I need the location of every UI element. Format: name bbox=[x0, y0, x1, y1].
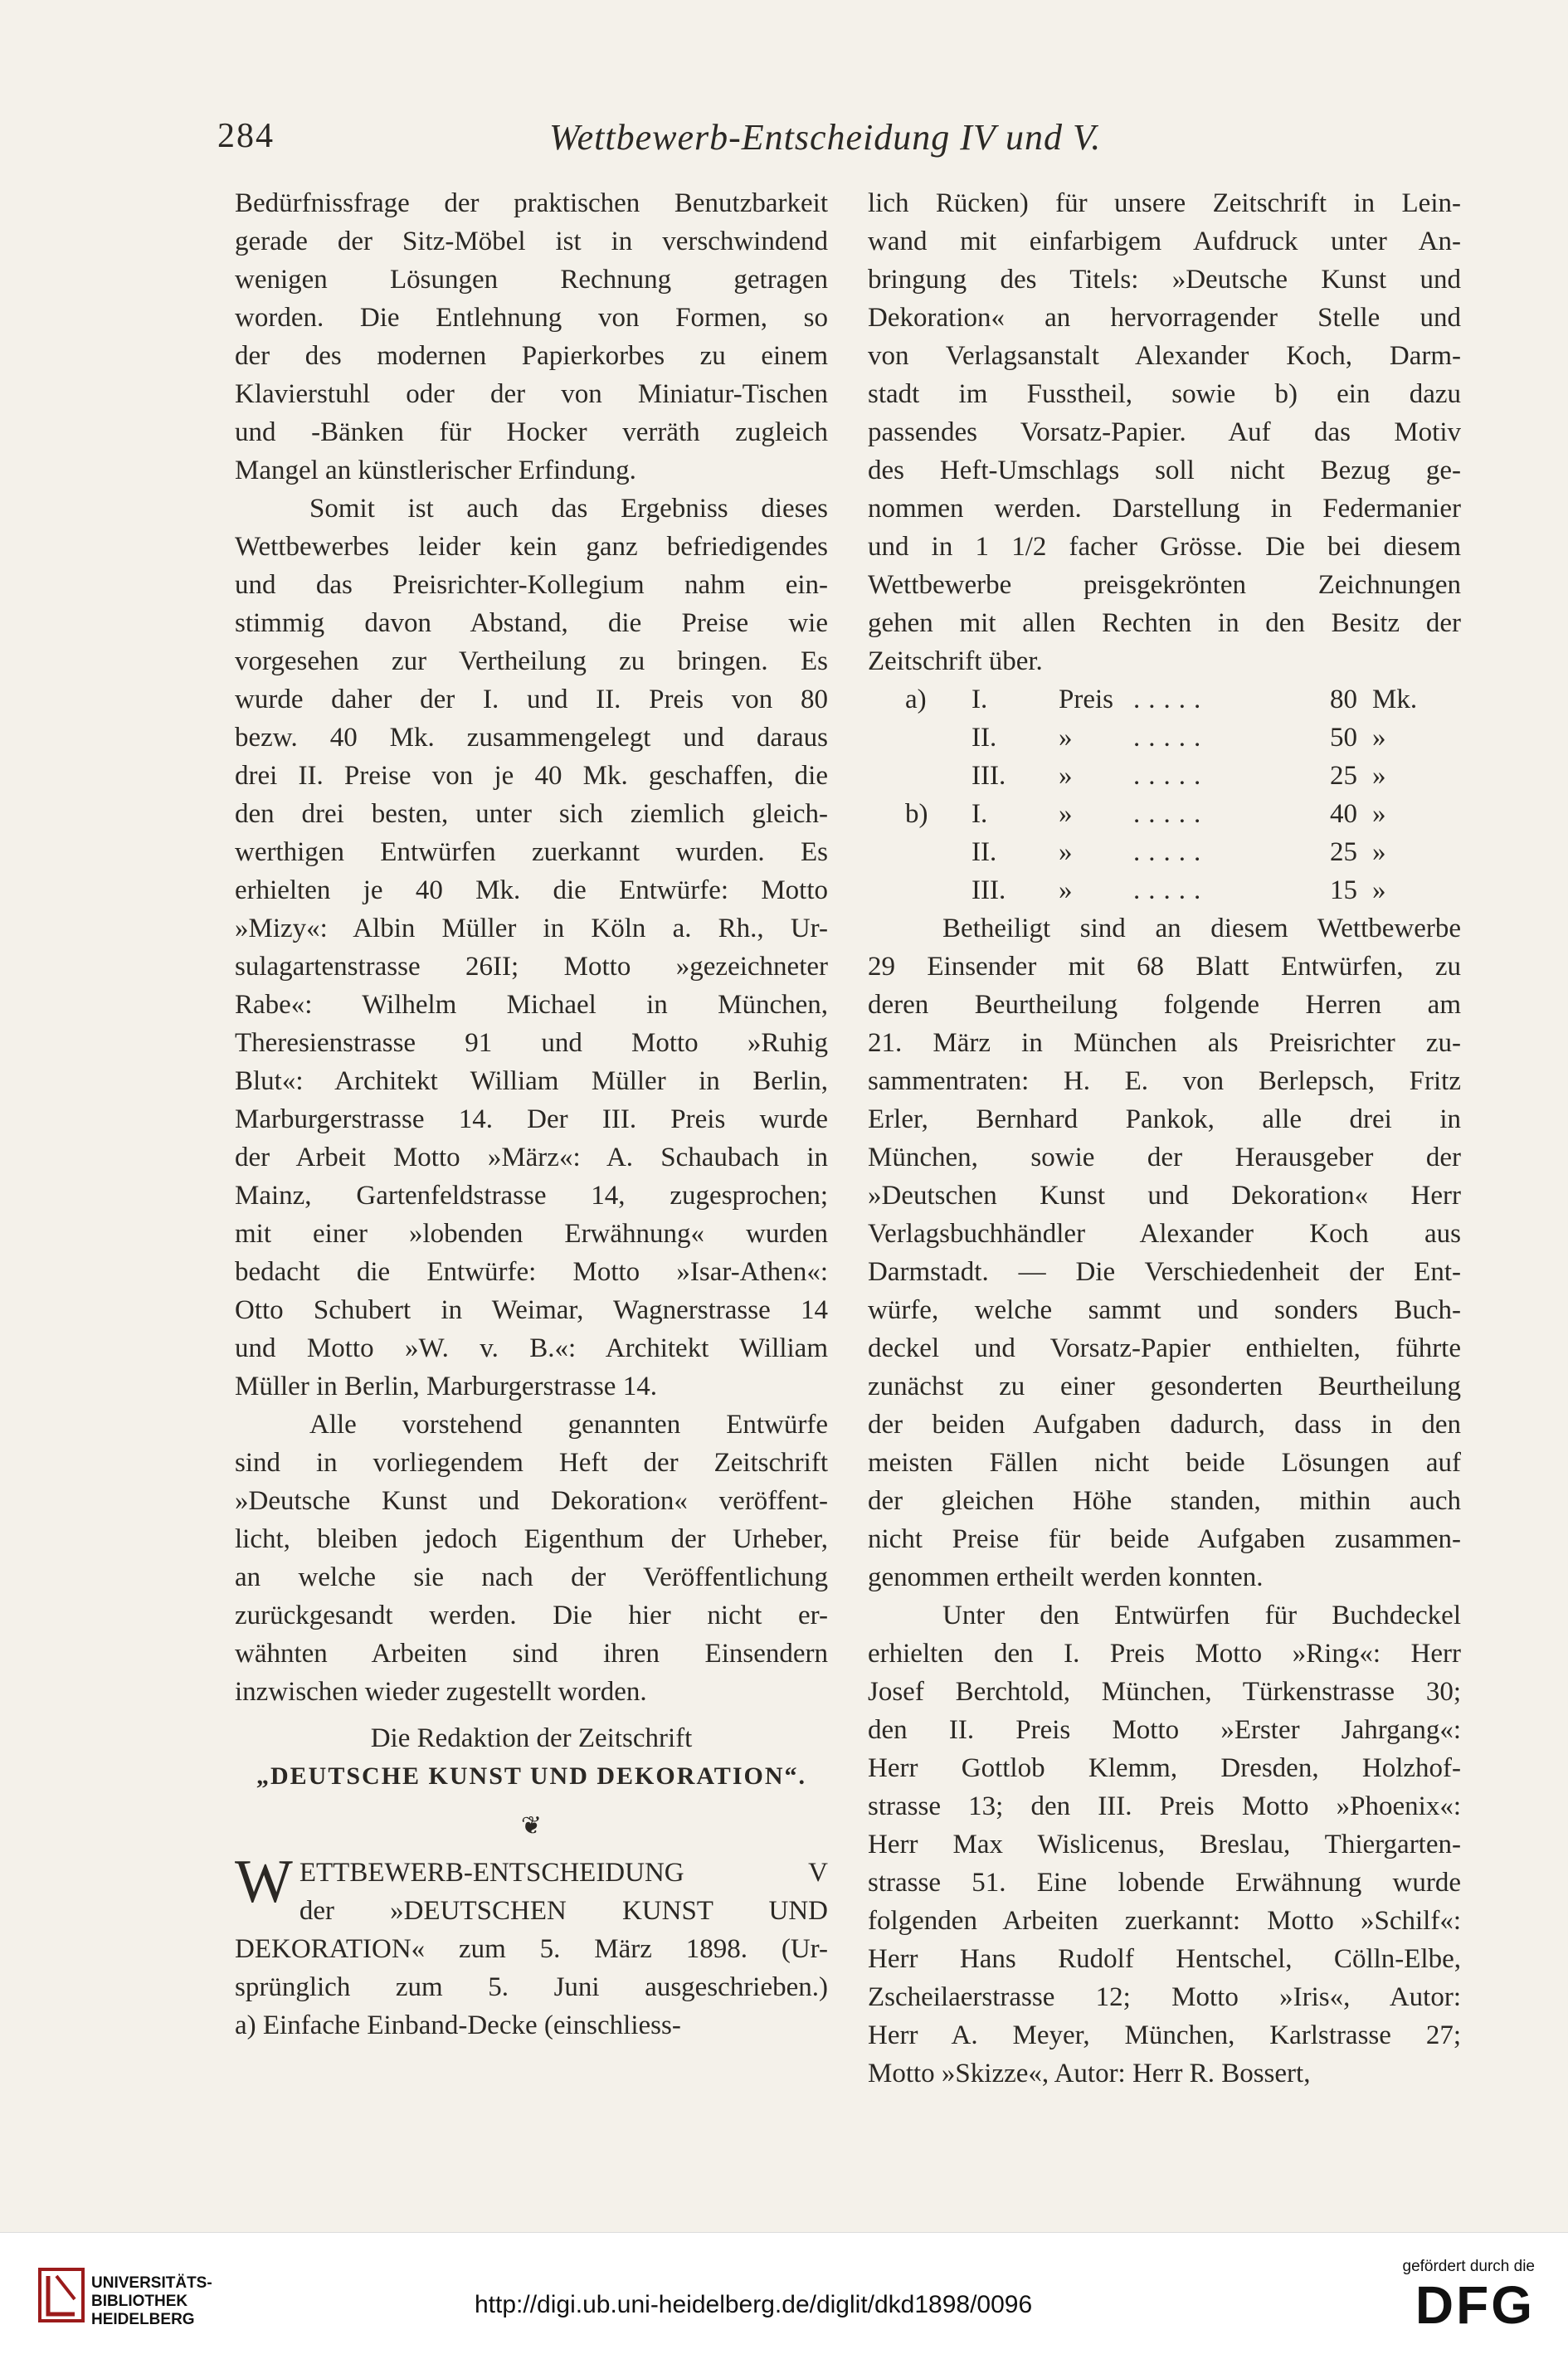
prize-label: Preis bbox=[1059, 685, 1113, 714]
text-line: Mangel an künstlerischer Erfindung. bbox=[235, 456, 636, 485]
paragraph bbox=[868, 1596, 1461, 2093]
text-line: wähnten Arbeiten sind ihren Einsendern bbox=[235, 1639, 828, 1669]
text-line: erhielten je 40 Mk. die Entwürfe: Motto bbox=[235, 875, 828, 905]
text-line: vorgesehen zur Vertheilung zu bringen. Es bbox=[235, 646, 828, 676]
text-line: gerade der Sitz-Möbel ist in verschwindend bbox=[235, 227, 828, 256]
text-line: Verlagsbuchhändler Alexander Koch aus bbox=[868, 1219, 1461, 1249]
dfg-logo: DFG bbox=[1415, 2275, 1535, 2335]
text-line: passendes Vorsatz-Papier. Auf das Motiv bbox=[868, 417, 1461, 447]
text-line: an welche sie nach der Veröffentlichung bbox=[235, 1562, 828, 1592]
text-line: bringung des Titels: »Deutsche Kunst und bbox=[868, 265, 1461, 295]
text-line: Wettbewerbe preisgekrönten Zeichnungen bbox=[868, 570, 1461, 600]
prize-label: » bbox=[1059, 799, 1073, 829]
text-line: drei II. Preise von je 40 Mk. geschaffen, die bbox=[235, 761, 828, 791]
prize-group: b) bbox=[905, 799, 928, 829]
text-line: deckel und Vorsatz-Papier enthielten, führte bbox=[868, 1333, 1461, 1363]
funding-text: gefördert durch die bbox=[1402, 2258, 1535, 2275]
prize-unit: » bbox=[1372, 761, 1386, 791]
left-column bbox=[235, 184, 828, 2045]
library-name bbox=[91, 2274, 212, 2329]
text-line: nommen werden. Darstellung in Federmanier bbox=[868, 494, 1461, 524]
text-line: und in 1 1/2 facher Grösse. Die bei diesem bbox=[868, 532, 1461, 562]
text-line: den drei besten, unter sich ziemlich gleich- bbox=[235, 799, 828, 829]
footer-bar bbox=[0, 2232, 1568, 2354]
text-line: der Arbeit Motto »März«: A. Schaubach in bbox=[235, 1143, 828, 1172]
prize-amount: 15 bbox=[1330, 875, 1357, 905]
text-line: »Deutsche Kunst und Dekoration« veröffent- bbox=[235, 1486, 828, 1516]
text-line: und das Preisrichter-Kollegium nahm ein- bbox=[235, 570, 828, 600]
text-line: sind in vorliegendem Heft der Zeitschrift bbox=[235, 1448, 828, 1478]
prize-amount: 25 bbox=[1330, 837, 1357, 867]
text-line: Otto Schubert in Weimar, Wagnerstrasse 14 bbox=[235, 1295, 828, 1325]
paragraph bbox=[235, 1406, 828, 1711]
text-line: wurde daher der I. und II. Preis von 80 bbox=[235, 685, 828, 714]
text-line: a) Einfache Einband-Decke (einschliess- bbox=[235, 2010, 681, 2040]
text-line: den II. Preis Motto »Erster Jahrgang«: bbox=[868, 1715, 1461, 1745]
text-line: folgenden Arbeiten zuerkannt: Motto »Schilf«: bbox=[868, 1906, 1461, 1936]
prize-group bbox=[868, 757, 971, 795]
prize-dots: ..... bbox=[1133, 799, 1210, 829]
prize-row bbox=[868, 871, 1461, 909]
page-header bbox=[217, 116, 1462, 166]
text-line: Rabe«: Wilhelm Michael in München, bbox=[235, 990, 828, 1020]
prize-amount: 80 bbox=[1330, 685, 1357, 714]
text-line: meisten Fällen nicht beide Lösungen auf bbox=[868, 1448, 1461, 1478]
text-line: wand mit einfarbigem Aufdruck unter An- bbox=[868, 227, 1461, 256]
text-line: und -Bänken für Hocker verräth zugleich bbox=[235, 417, 828, 447]
text-line: bedacht die Entwürfe: Motto »Isar-Athen«: bbox=[235, 1257, 828, 1287]
prize-row bbox=[868, 833, 1461, 871]
text-line: inzwischen wieder zugestellt worden. bbox=[235, 1677, 647, 1707]
text-line: erhielten den I. Preis Motto »Ring«: Herr bbox=[868, 1639, 1461, 1669]
text-line: »Mizy«: Albin Müller in Köln a. Rh., Ur- bbox=[235, 914, 828, 943]
library-name-line-3: HEIDELBERG bbox=[91, 2311, 195, 2328]
prize-label: » bbox=[1059, 723, 1073, 753]
library-name-line-2: BIBLIOTHEK bbox=[91, 2293, 188, 2310]
text-line: der des modernen Papierkorbes zu einem bbox=[235, 341, 828, 371]
text-line: Theresienstrasse 91 und Motto »Ruhig bbox=[235, 1028, 828, 1058]
prize-dots: ..... bbox=[1133, 875, 1210, 905]
prize-amount: 25 bbox=[1330, 761, 1357, 791]
text-line: 29 Einsender mit 68 Blatt Entwürfen, zu bbox=[868, 952, 1461, 982]
source-url-link[interactable]: http://digi.ub.uni-heidelberg.de/diglit/dkd1898/0096 bbox=[475, 2291, 1033, 2318]
prize-dots: ..... bbox=[1133, 685, 1210, 714]
text-line: mit einer »lobenden Erwähnung« wurden bbox=[235, 1219, 828, 1249]
prize-rank: II. bbox=[971, 723, 997, 753]
text-line: und Motto »W. v. B.«: Architekt William bbox=[235, 1333, 828, 1363]
paragraph bbox=[235, 490, 828, 1406]
paragraph bbox=[235, 184, 828, 490]
text-line: deren Beurtheilung folgende Herren am bbox=[868, 990, 1461, 1020]
right-column bbox=[868, 184, 1461, 2093]
prize-label: » bbox=[1059, 837, 1073, 867]
text-line: von Verlagsanstalt Alexander Koch, Darm- bbox=[868, 341, 1461, 371]
text-line: wenigen Lösungen Rechnung getragen bbox=[235, 265, 828, 295]
text-line: genommen ertheilt werden konnten. bbox=[868, 1562, 1264, 1592]
text-line: Unter den Entwürfen für Buchdeckel bbox=[942, 1601, 1461, 1630]
section-v-first-line: ETTBEWERB-ENTSCHEIDUNG V bbox=[299, 1858, 828, 1888]
text-line: würfe, welche sammt und sonders Buch- bbox=[868, 1295, 1461, 1325]
text-line: Klavierstuhl oder der von Miniatur-Tischen bbox=[235, 379, 828, 409]
text-line: 21. März in München als Preisrichter zu- bbox=[868, 1028, 1461, 1058]
text-line: Marburgerstrasse 14. Der III. Preis wurde bbox=[235, 1104, 828, 1134]
text-line: Motto »Skizze«, Autor: Herr R. Bossert, bbox=[868, 2059, 1311, 2088]
text-line: Herr A. Meyer, München, Karlstrasse 27; bbox=[868, 2020, 1461, 2050]
section-v-lines bbox=[235, 1892, 828, 2045]
text-line: Blut«: Architekt William Müller in Berlin, bbox=[235, 1066, 828, 1096]
text-line: Betheiligt sind an diesem Wettbewerbe bbox=[942, 914, 1461, 943]
text-line: Zscheilaerstrasse 12; Motto »Iris«, Autor: bbox=[868, 1982, 1461, 2012]
prize-group: a) bbox=[905, 685, 927, 714]
prize-label: » bbox=[1059, 761, 1073, 791]
text-line: Zeitschrift über. bbox=[868, 646, 1043, 676]
prize-row bbox=[868, 757, 1461, 795]
prize-rank: II. bbox=[971, 837, 997, 867]
text-line: zurückgesandt werden. Die hier nicht er- bbox=[235, 1601, 828, 1630]
prize-row bbox=[868, 795, 1461, 833]
signature-line-2: „DEUTSCHE KUNST UND DEKORATION“. bbox=[256, 1762, 806, 1790]
prize-amount: 50 bbox=[1330, 723, 1357, 753]
text-line: Darmstadt. — Die Verschiedenheit der Ent- bbox=[868, 1257, 1461, 1287]
text-line: stimmig davon Abstand, die Preise wie bbox=[235, 608, 828, 638]
section-v-heading bbox=[235, 1848, 828, 2045]
text-line: der »DEUTSCHEN KUNST UND bbox=[299, 1896, 828, 1926]
drop-cap: W bbox=[235, 1848, 293, 1916]
text-line: Bedürfnissfrage der praktischen Benutzbarkeit bbox=[235, 188, 828, 218]
paragraph bbox=[868, 909, 1461, 1596]
text-line: Wettbewerbes leider kein ganz befriedigendes bbox=[235, 532, 828, 562]
text-line: DEKORATION« zum 5. März 1898. (Ur- bbox=[235, 1934, 828, 1964]
prize-row bbox=[868, 680, 1461, 719]
prize-unit: » bbox=[1372, 799, 1386, 829]
text-line: der beiden Aufgaben dadurch, dass in den bbox=[868, 1410, 1461, 1440]
prize-row bbox=[868, 719, 1461, 757]
text-line: München, sowie der Herausgeber der bbox=[868, 1143, 1461, 1172]
funder-block bbox=[1361, 2258, 1535, 2334]
text-line: Müller in Berlin, Marburgerstrasse 14. bbox=[235, 1372, 657, 1401]
text-line: lich Rücken) für unsere Zeitschrift in Lein- bbox=[868, 188, 1461, 218]
text-line: werthigen Entwürfen zuerkannt wurden. Es bbox=[235, 837, 828, 867]
prize-rank: III. bbox=[971, 875, 1006, 905]
prize-dots: ..... bbox=[1133, 761, 1210, 791]
running-title: Wettbewerb-Entscheidung IV und V. bbox=[549, 117, 1102, 158]
right-paragraphs bbox=[868, 909, 1461, 2093]
prize-group bbox=[868, 719, 971, 757]
prize-group bbox=[868, 871, 971, 909]
text-line: stadt im Fusstheil, sowie b) ein dazu bbox=[868, 379, 1461, 409]
prize-unit: » bbox=[1372, 723, 1386, 753]
prize-dots: ..... bbox=[1133, 837, 1210, 867]
prize-rank: I. bbox=[971, 799, 988, 829]
text-line: Erler, Bernhard Pankok, alle drei in bbox=[868, 1104, 1461, 1134]
text-line: Herr Gottlob Klemm, Dresden, Holzhof- bbox=[868, 1753, 1461, 1783]
text-line: Somit ist auch das Ergebniss dieses bbox=[309, 494, 828, 524]
text-line: Josef Berchtold, München, Türkenstrasse 30; bbox=[868, 1677, 1461, 1707]
text-line: zunächst zu einer gesonderten Beurtheilung bbox=[868, 1372, 1461, 1401]
prize-rank: III. bbox=[971, 761, 1006, 791]
text-line: des Heft-Umschlags soll nicht Bezug ge- bbox=[868, 456, 1461, 485]
text-line: Herr Max Wislicenus, Breslau, Thiergarten- bbox=[868, 1830, 1461, 1859]
text-line: sammentraten: H. E. von Berlepsch, Fritz bbox=[868, 1066, 1461, 1096]
text-line: nicht Preise für beide Aufgaben zusammen- bbox=[868, 1524, 1461, 1554]
text-line: worden. Die Entlehnung von Formen, so bbox=[235, 303, 828, 333]
right-column-intro bbox=[868, 184, 1461, 680]
text-line: Mainz, Gartenfeldstrasse 14, zugesprochen; bbox=[235, 1181, 828, 1211]
signature-line-1: Die Redaktion der Zeitschrift bbox=[370, 1723, 693, 1753]
prize-rank: I. bbox=[971, 685, 988, 714]
prize-table bbox=[868, 680, 1461, 909]
library-logo-icon bbox=[37, 2266, 86, 2324]
text-line: gehen mit allen Rechten in den Besitz der bbox=[868, 608, 1461, 638]
prize-label: » bbox=[1059, 875, 1073, 905]
text-line: sprünglich zum 5. Juni ausgeschrieben.) bbox=[235, 1972, 828, 2002]
prize-unit: Mk. bbox=[1372, 685, 1418, 714]
prize-amount: 40 bbox=[1330, 799, 1357, 829]
text-line: der gleichen Höhe standen, mithin auch bbox=[868, 1486, 1461, 1516]
text-line: strasse 51. Eine lobende Erwähnung wurde bbox=[868, 1868, 1461, 1898]
prize-unit: » bbox=[1372, 837, 1386, 867]
prize-dots: ..... bbox=[1133, 723, 1210, 753]
page-number: 284 bbox=[217, 117, 275, 155]
text-line: licht, bleiben jedoch Eigenthum der Urheber, bbox=[235, 1524, 828, 1554]
text-line: Alle vorstehend genannten Entwürfe bbox=[309, 1410, 828, 1440]
text-line: strasse 13; den III. Preis Motto »Phoenix«: bbox=[868, 1791, 1461, 1821]
text-line: Dekoration« an hervorragender Stelle und bbox=[868, 303, 1461, 333]
prize-group bbox=[868, 833, 971, 871]
prize-unit: » bbox=[1372, 875, 1386, 905]
text-line: Herr Hans Rudolf Hentschel, Cölln-Elbe, bbox=[868, 1944, 1461, 1974]
text-line: bezw. 40 Mk. zusammengelegt und daraus bbox=[235, 723, 828, 753]
section-ornament: ❦ bbox=[520, 1812, 543, 1840]
text-line: »Deutschen Kunst und Dekoration« Herr bbox=[868, 1181, 1461, 1211]
library-name-line-1: UNIVERSITÄTS- bbox=[91, 2274, 212, 2292]
left-paragraphs bbox=[235, 184, 828, 1711]
text-line: sulagartenstrasse 26II; Motto »gezeichneter bbox=[235, 952, 828, 982]
